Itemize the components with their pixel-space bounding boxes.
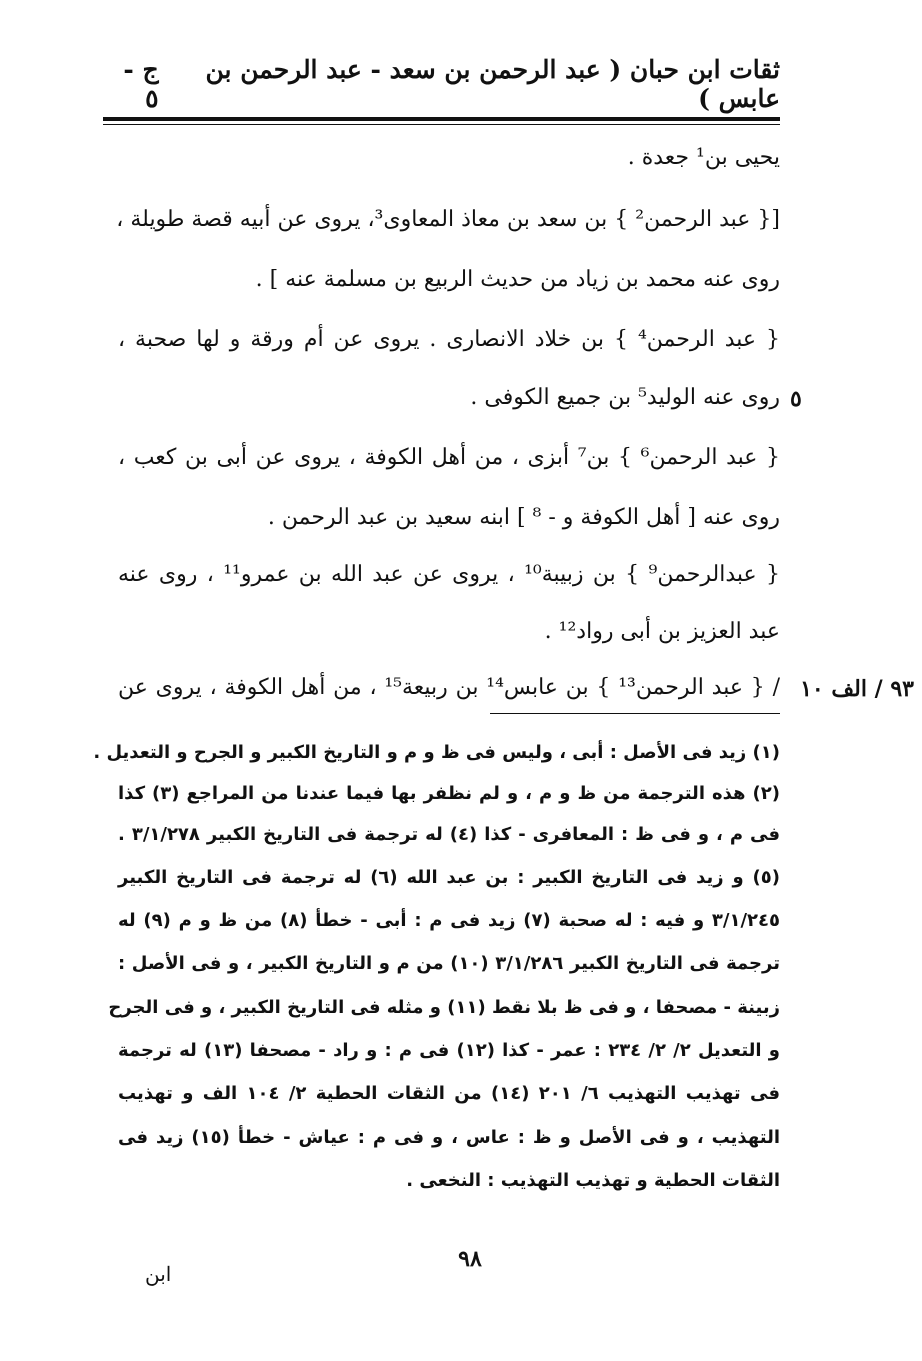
footnote-line-10: التهذيب ، و فى الأصل و ظ : عاس ، و فى م : عياش - خطأ (١٥) زيد فى xyxy=(118,1127,780,1148)
footnote-line-5: ٣/١/٢٤٥ و فيه : له صحبة (٧) زيد فى م : أبى - خطأ (٨) من ظ و م (٩) له xyxy=(118,910,780,931)
footnote-rule xyxy=(490,713,780,714)
body-line-8: { عبدالرحمن⁹ } بن زبيبة¹⁰ ، يروى عن عبد الله بن عمرو¹¹ ، روى عنه xyxy=(118,562,781,587)
line-number-marker: ٥ xyxy=(790,386,802,412)
footnote-line-9: فى تهذيب التهذيب ٦/ ٢٠١ (١٤) من الثقات الحطية ٢/ ١٠٤ الف و تهذيب xyxy=(118,1083,780,1104)
header-rule-thin xyxy=(103,124,780,125)
footnote-line-7: زبينة - مصحفا ، و فى ظ بلا نقط (١١) و مثله فى التاريخ الكبير ، و فى الجرح xyxy=(108,997,780,1018)
folio-reference: ٩٣ / الف ١٠ xyxy=(800,676,914,702)
footnote-line-8: و التعديل ٢/ ٢/ ٢٣٤ : عمر - كذا (١٢) فى م : و راد - مصحفا (١٣) له ترجمة xyxy=(118,1040,780,1061)
footnote-line-11: الثقات الحطية و تهذيب التهذيب : النخعى . xyxy=(406,1170,780,1191)
body-line-2: [{ عبد الرحمن² } بن سعد بن معاذ المعاوى³، يروى عن أبيه قصة طويلة ، xyxy=(116,207,780,232)
body-line-4: { عبد الرحمن⁴ } بن خلاد الانصارى . يروى عن أم ورقة و لها صحبة ، xyxy=(118,327,781,352)
catchword: ابن xyxy=(145,1262,172,1286)
footnote-line-4: (٥) و زيد فى التاريخ الكبير : بن عبد الله (٦) له ترجمة فى التاريخ الكبير xyxy=(118,867,780,888)
footnote-line-3: فى م ، و فى ظ : المعافرى - كذا (٤) له ترجمة فى التاريخ الكبير ٣/١/٢٧٨ . xyxy=(118,824,781,845)
footnote-line-6: ترجمة فى التاريخ الكبير ٣/١/٢٨٦ (١٠) من م و التاريخ الكبير ، و فى الأصل : xyxy=(118,953,780,974)
page-number: ٩٨ xyxy=(458,1246,482,1272)
header-volume: ج - ٥ xyxy=(123,55,159,113)
body-line-3: روى عنه محمد بن زياد من حديث الربيع بن مسلمة عنه ] . xyxy=(255,267,780,292)
header-rule-thick xyxy=(103,117,780,121)
header-title: ثقات ابن حبان ( عبد الرحمن بن سعد - عبد الرحمن بن عابس ) xyxy=(205,55,780,113)
body-line-5: روى عنه الوليد⁵ بن جميع الكوفى . xyxy=(470,385,780,410)
running-header xyxy=(105,55,780,113)
footnote-line-1: (١) زيد فى الأصل : أبى ، وليس فى ظ و م و التاريخ الكبير و الجرح و التعديل . xyxy=(93,742,780,763)
body-line-9: عبد العزيز بن أبى رواد¹² . xyxy=(544,619,780,644)
body-line-6: { عبد الرحمن⁶ } بن⁷ أبزى ، من أهل الكوفة ، يروى عن أبى بن كعب ، xyxy=(118,445,780,470)
footnote-line-2: (٢) هذه الترجمة من ظ و م ، و لم نظفر بها فيما عندنا من المراجع (٣) كذا xyxy=(118,783,781,804)
body-line-7: روى عنه [ أهل الكوفة و - ⁸ ] ابنه سعيد بن عبد الرحمن . xyxy=(267,505,780,530)
body-line-1: يحيى بن¹ جعدة . xyxy=(627,145,780,170)
body-line-10: / { عبد الرحمن¹³ } بن عابس¹⁴ بن ربيعة¹⁵ ، من أهل الكوفة ، يروى عن xyxy=(118,675,780,700)
